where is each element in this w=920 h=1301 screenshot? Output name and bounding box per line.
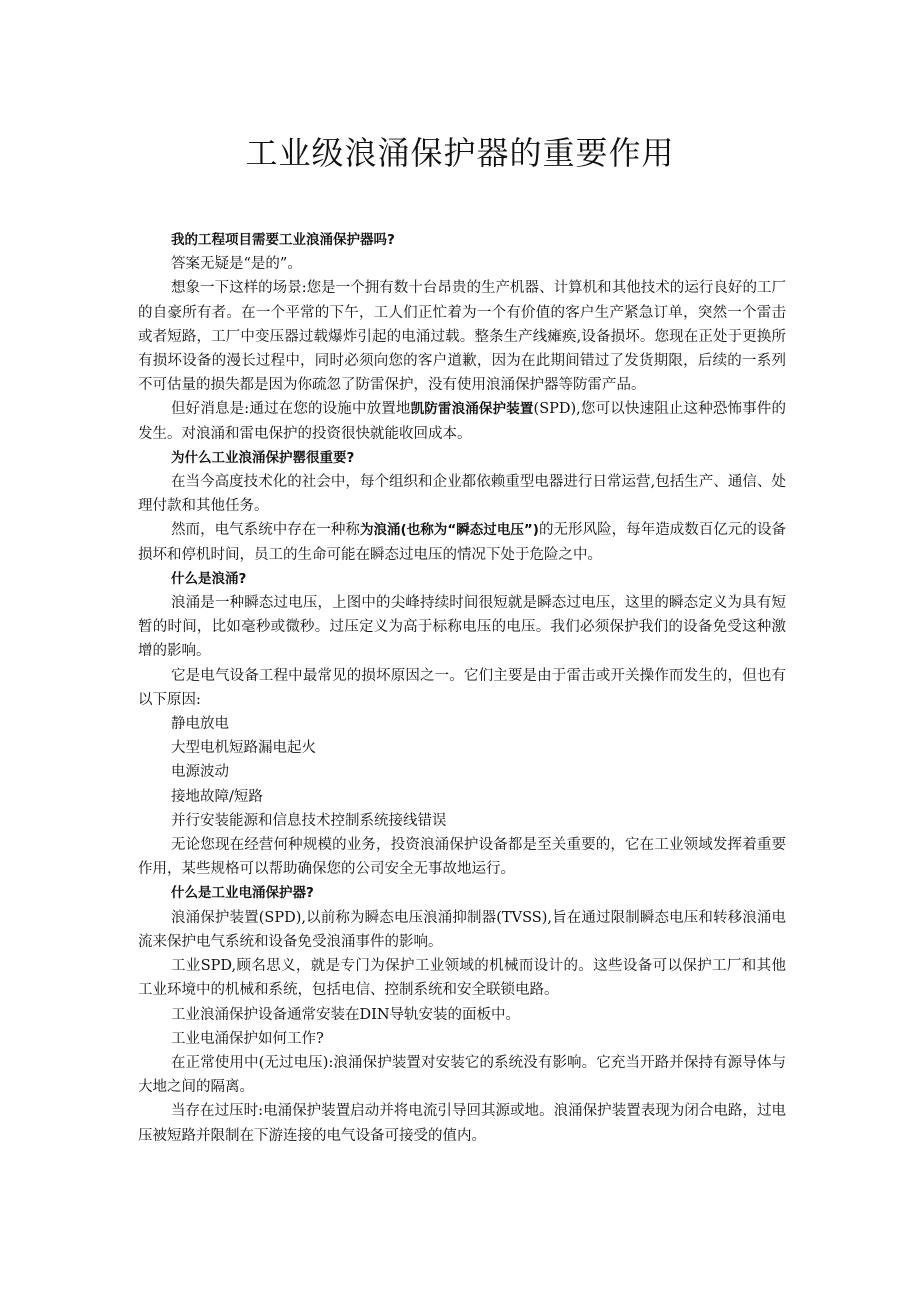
paragraph: 答案无疑是“是的”。: [171, 256, 302, 273]
paragraph: 在当今高度技术化的社会中，每个组织和企业都依赖重型电器进行日常运营,包括生产、通信、处理付款和其他任务。: [138, 474, 786, 515]
section-heading: 为什么工业浪涌保护罂很重要?: [171, 449, 355, 466]
paragraph: 工业SPD,顾名思义，就是专门为保护工业领域的机械而设计的。这些设备可以保护工厂和其他工业环境中的机械和系统，包括电信、控制系统和安全联锁电路。: [138, 958, 786, 999]
paragraph-text: 但好消息是:通过在您的设施中放置地: [171, 401, 411, 418]
section-heading: 我的工程项目需要工业浪涌保护器吗?: [171, 232, 395, 248]
list-item: 电源波动: [171, 764, 229, 781]
paragraph: 浪涌是一种瞬态过电压，上图中的尖峰持续时间很短就是瞬态过电压，这里的瞬态定义为具有短暂的时间，比如毫秒或微秒。过压定义为高于标称电压的电压。我们必须保护我们的设备免受这种激增的影响。: [138, 595, 786, 660]
list-item: 大型电机短路漏电起火: [171, 740, 316, 757]
paragraph-text: (SPD),您可以快速阻止这种恐怖事件的发生。对浪涌和雷电保护的投资很快就能收回成本。: [138, 401, 786, 442]
section-heading: 什么是浪涌?: [171, 570, 247, 587]
paragraph: 当存在过压时:电涌保护装置启动并将电流引导回其源或地。浪涌保护装置表现为闭合电路，过电压被短路并限制在下游连接的电气设备可接受的值内。: [138, 1103, 786, 1144]
page-title: 工业级浪涌保护器的重要作用: [245, 134, 675, 172]
paragraph: [138, 518, 786, 566]
paragraph: 在正常使用中(无过电压):浪涌保护装置对安装它的系统没有影响。它充当开路并保持有源导体与大地之间的隔离。: [138, 1054, 786, 1096]
paragraph: 工业电涌保护如何工作?: [171, 1030, 324, 1047]
paragraph: 无论您现在经营何种规模的业务，投资浪涌保护设备都是至关重要的，它在工业领域发挥着重要作用，某些规格可以帮助确保您的公司安全无事故地运行。: [138, 837, 786, 878]
emphasis-text: 凯防雷浪涌保护装置: [410, 401, 534, 418]
paragraph: 想象一下这样的场景:您是一个拥有数十台昂贵的生产机器、计算机和其他技术的运行良好的工厂的自豪所有者。在一个平常的下午，工人们正忙着为一个有价值的客户生产紧急订单，突然一个雷击或者短路，工厂中变压器过载爆炸引起的电涌过载。整条生产线瘫痪,设备损坏。您现在正处于更换所有损坏设备的漫长过程中，同时必须向您的客户道歉，因为在此期间错过了发货期限，后续的一系列不可估量的损失都是因为你疏忽了防雷保护，没有使用浪涌保护器等防雷产品。: [138, 280, 786, 394]
document-body: [138, 228, 786, 1148]
paragraph-text: 的无形风险，每年造成数百亿元的设备损坏和停机时间，员工的生命可能在瞬态过电压的情况下处于危险之中。: [138, 522, 787, 563]
paragraph: [138, 397, 786, 445]
paragraph: 工业浪涌保护设备通常安装在DIN导轨安装的面板中。: [171, 1006, 521, 1023]
emphasis-text: 为浪涌(也称为“瞬态过电压”): [359, 522, 539, 539]
section-heading: 什么是工业电涌保护器?: [171, 885, 314, 902]
paragraph-text: 然而，电气系统中存在一种称: [171, 522, 360, 539]
list-item: 并行安装能源和信息技术控制系统接线错误: [171, 812, 447, 829]
paragraph: 浪涌保护装置(SPD),以前称为瞬态电压浪涌抑制器(TVSS),旨在通过限制瞬态电压和转移浪涌电流来保护电气系统和设备免受浪涌事件的影响。: [138, 909, 786, 950]
list-item: 接地故障/短路: [171, 788, 263, 805]
list-item: 静电放电: [171, 716, 229, 733]
paragraph: 它是电气设备工程中最常见的损坏原因之一。它们主要是由于雷击或开关操作而发生的，但也有以下原因:: [138, 667, 786, 708]
